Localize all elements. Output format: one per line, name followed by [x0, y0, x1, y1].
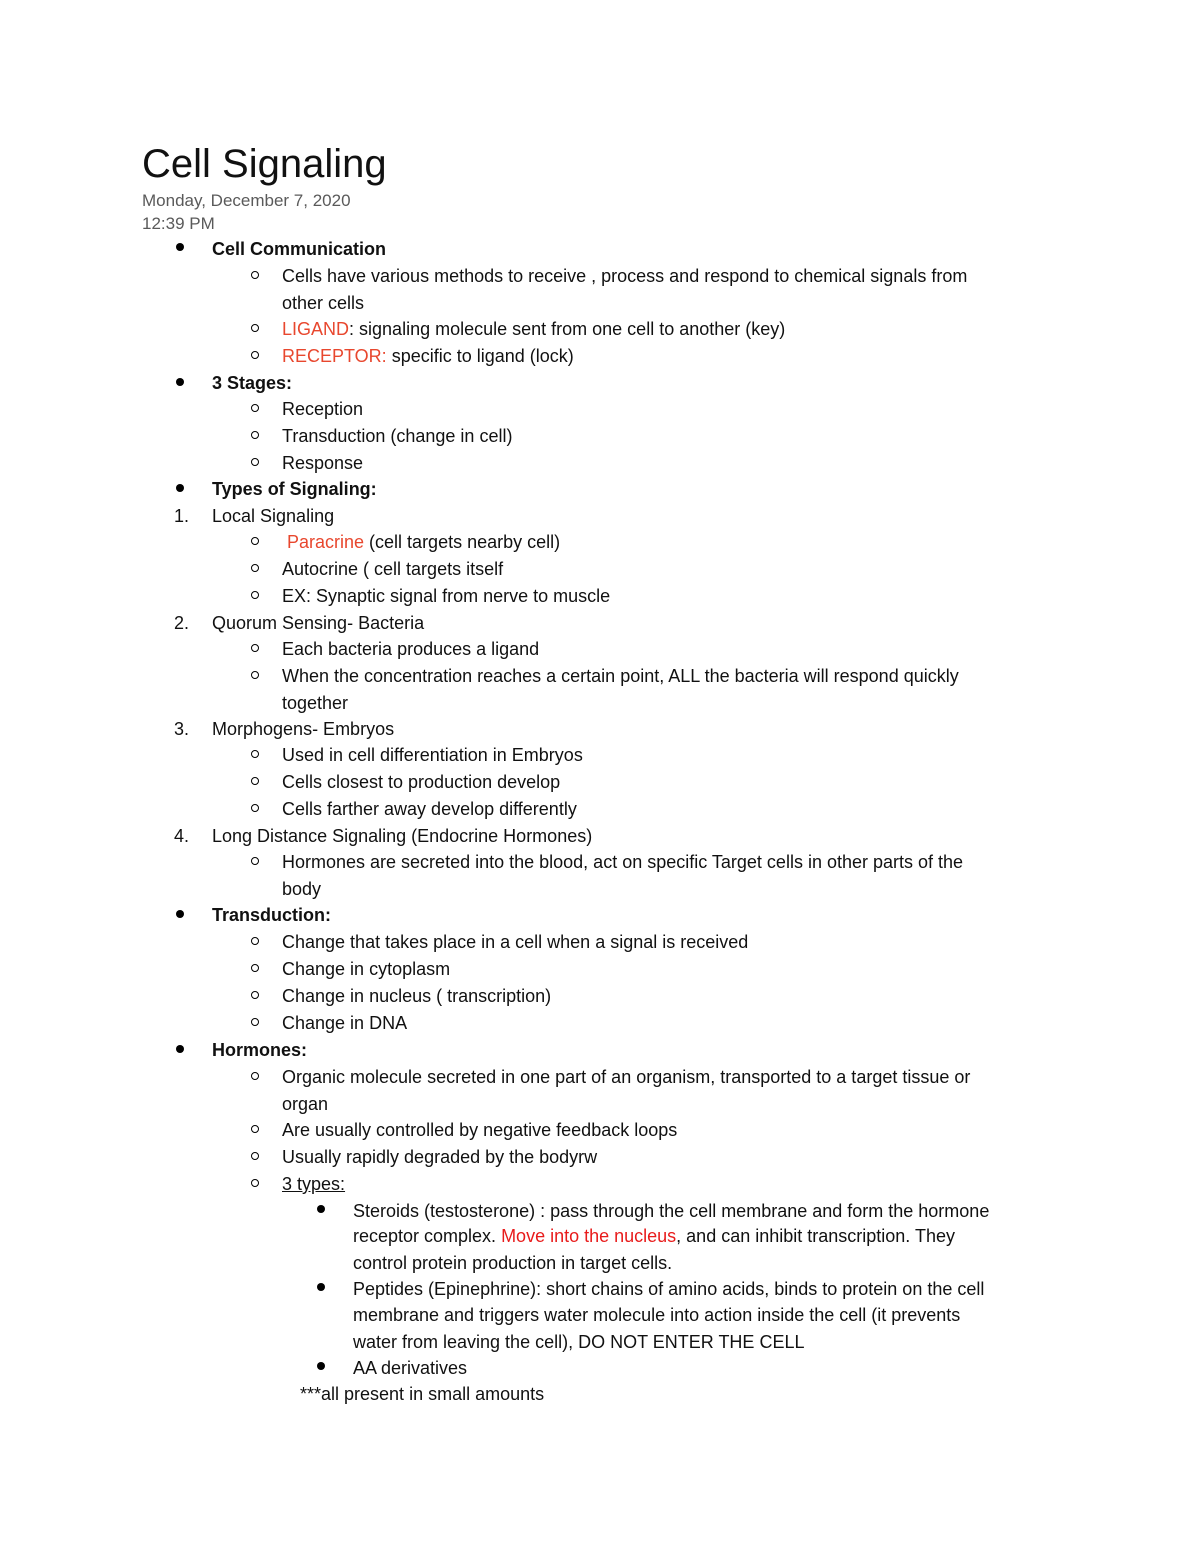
list-item: Cells closest to production develop: [282, 772, 561, 792]
list-item: Hormones are secreted into the blood, act on specific Target cells in other parts of the: [282, 852, 964, 872]
list-item-continuation: control protein production in target cells.: [353, 1253, 673, 1273]
list-item-continuation: receptor complex. Move into the nucleus, and can inhibit transcription. They: [353, 1226, 955, 1246]
term-highlight: Move into the nucleus: [501, 1226, 677, 1246]
bullet-icon: [176, 378, 184, 386]
sub-bullet-icon: [251, 591, 259, 599]
bullet-icon: [176, 484, 184, 492]
section-heading: Cell Communication: [212, 239, 387, 259]
list-item: Organic molecule secreted in one part of an organism, transported to a target tissue or: [282, 1067, 971, 1087]
list-item: Steroids (testosterone) : pass through the cell membrane and form the hormone: [353, 1201, 990, 1221]
sub-bullet-icon: [251, 964, 259, 972]
list-item: EX: Synaptic signal from nerve to muscle: [282, 586, 611, 606]
section-heading: Hormones:: [212, 1040, 308, 1060]
sub-bullet-icon: [251, 857, 259, 865]
sub-bullet-icon: [251, 777, 259, 785]
list-item: Usually rapidly degraded by the bodyrw: [282, 1147, 598, 1167]
section-heading: 3 Stages:: [212, 373, 293, 393]
note-date: Monday, December 7, 2020: [142, 191, 351, 210]
sub-bullet-icon: [251, 644, 259, 652]
list-item: Change in nucleus ( transcription): [282, 986, 552, 1006]
page-title: Cell Signaling: [142, 142, 387, 186]
sub-bullet-icon: [251, 404, 259, 412]
section-heading: Types of Signaling:: [212, 479, 377, 499]
sub-bullet-icon: [251, 324, 259, 332]
sub-bullet-icon: [251, 1179, 259, 1187]
numbered-item: Morphogens- Embryos: [212, 719, 395, 739]
list-item: Autocrine ( cell targets itself: [282, 559, 504, 579]
numbered-item: Quorum Sensing- Bacteria: [212, 613, 425, 633]
sub-bullet-icon: [251, 937, 259, 945]
sub-bullet-icon: [251, 1125, 259, 1133]
list-item-continuation: membrane and triggers water molecule into action inside the cell (it prevents: [353, 1305, 961, 1325]
term-highlight: Paracrine: [287, 532, 365, 552]
sub-bullet-icon: [251, 750, 259, 758]
sub-bullet-icon: [251, 1018, 259, 1026]
bullet-icon: [176, 910, 184, 918]
sub-bullet-icon: [251, 991, 259, 999]
list-item: 3 types:: [282, 1174, 346, 1194]
list-item: Change in DNA: [282, 1013, 408, 1033]
numbered-item: Long Distance Signaling (Endocrine Hormones): [212, 826, 593, 846]
footnote: ***all present in small amounts: [300, 1384, 545, 1404]
numbered-item: Local Signaling: [212, 506, 335, 526]
list-item: Reception: [282, 399, 364, 419]
list-item: Change in cytoplasm: [282, 959, 451, 979]
note-time: 12:39 PM: [142, 214, 215, 233]
sub-bullet-icon: [251, 671, 259, 679]
list-item: LIGAND: signaling molecule sent from one cell to another (key): [282, 319, 786, 339]
list-item: Cells farther away develop differently: [282, 799, 577, 819]
list-item: Paracrine (cell targets nearby cell): [287, 532, 561, 552]
sub-bullet-icon: [251, 1152, 259, 1160]
list-item: Peptides (Epinephrine): short chains of amino acids, binds to protein on the cell: [353, 1279, 985, 1299]
list-item: Cells have various methods to receive , process and respond to chemical signals from: [282, 266, 968, 286]
list-item-continuation: other cells: [282, 293, 365, 313]
sub-bullet-icon: [251, 271, 259, 279]
bullet-icon: [317, 1362, 325, 1370]
list-number: 3.: [174, 719, 190, 739]
list-item: Change that takes place in a cell when a signal is received: [282, 932, 749, 952]
list-item: When the concentration reaches a certain point, ALL the bacteria will respond quickly: [282, 666, 959, 686]
section-heading: Transduction:: [212, 905, 332, 925]
sub-bullet-icon: [251, 431, 259, 439]
list-number: 2.: [174, 613, 190, 633]
list-item: Are usually controlled by negative feedback loops: [282, 1120, 678, 1140]
list-item-continuation: body: [282, 879, 322, 899]
term-highlight: LIGAND: [282, 319, 350, 339]
sub-bullet-icon: [251, 537, 259, 545]
bullet-icon: [176, 243, 184, 251]
sub-bullet-icon: [251, 1072, 259, 1080]
list-item-continuation: organ: [282, 1094, 329, 1114]
sub-bullet-icon: [251, 804, 259, 812]
sub-bullet-icon: [251, 351, 259, 359]
sub-bullet-icon: [251, 458, 259, 466]
list-item: RECEPTOR: specific to ligand (lock): [282, 346, 574, 366]
list-item: AA derivatives: [353, 1358, 468, 1378]
sub-bullet-icon: [251, 564, 259, 572]
list-item: Response: [282, 453, 364, 473]
bullet-icon: [317, 1205, 325, 1213]
list-item: Transduction (change in cell): [282, 426, 513, 446]
list-item-continuation: together: [282, 693, 349, 713]
term-highlight: RECEPTOR:: [282, 346, 387, 366]
bullet-icon: [317, 1283, 325, 1291]
list-item: Each bacteria produces a ligand: [282, 639, 540, 659]
list-number: 1.: [174, 506, 190, 526]
list-number: 4.: [174, 826, 190, 846]
list-item: Used in cell differentiation in Embryos: [282, 745, 583, 765]
bullet-icon: [176, 1045, 184, 1053]
list-item-continuation: water from leaving the cell), DO NOT ENTER THE CELL: [353, 1332, 805, 1352]
